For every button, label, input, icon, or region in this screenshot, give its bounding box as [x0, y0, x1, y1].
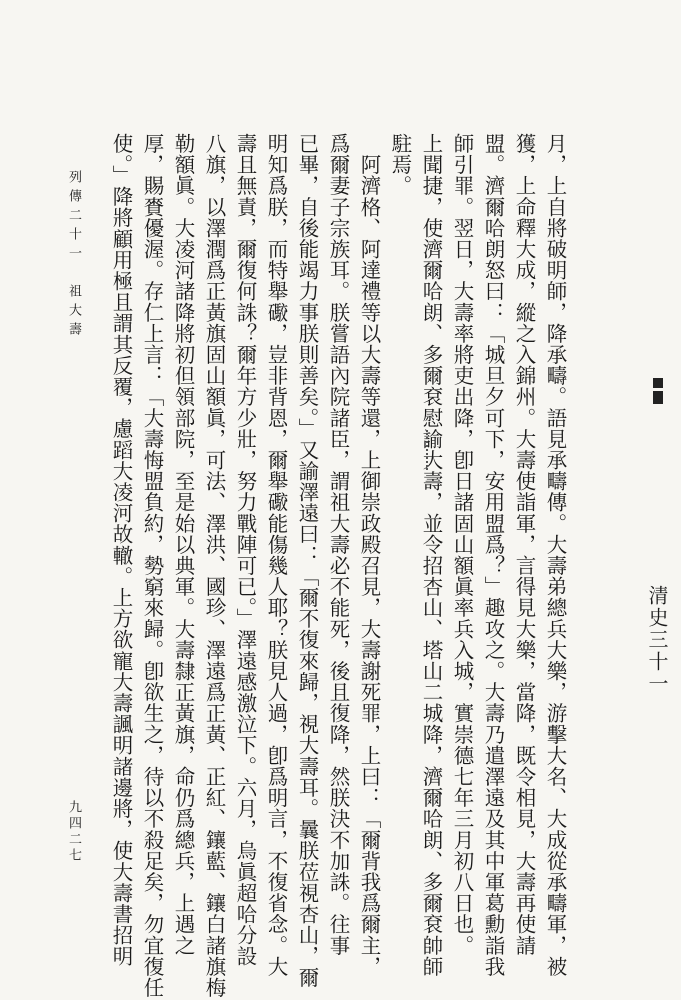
- text-column-12: 八旗，以澤潤爲正黃旗固山額眞，可法、澤洪、國珍、澤遠爲正黃、正紅、鑲藍、鑲白諸旗梅: [202, 133, 226, 999]
- text-column-6: 駐焉。: [388, 133, 412, 197]
- text-column-14: 厚，賜賚優渥。存仁上言：「大壽悔盟負約，勢窮來歸。卽欲生之，待以不殺足矣，勿宜復任: [140, 133, 164, 999]
- text-column-3: 盟。濟爾哈朗怒曰：「城旦夕可下，安用盟爲？」趣攻之。大壽乃遣澤遠及其中軍葛勳詣我: [481, 133, 505, 977]
- gutter-dots: [426, 430, 430, 470]
- text-column-4: 師引罪。翌日，大壽率將吏出降，卽日諸固山額眞率兵入城，實崇德七年三月初八日也。: [450, 133, 474, 956]
- running-title: 列傳二十一 祖大壽: [66, 170, 81, 341]
- text-column-10: 明知爲朕，而特舉礮，豈非背恩，爾舉礮能傷幾人耶？朕見人過，卽爲明言，不復省念。大: [264, 133, 288, 977]
- text-column-13: 勒額眞。大凌河諸降將初但領部院，至是始以典軍。大壽隸正黃旗，命仍爲總兵，上遇之: [171, 133, 195, 956]
- text-column-11: 壽且無責，爾復何誅？爾年方少壯，努力戰陣可已。」澤遠感激泣下。六月，烏眞超哈分設: [233, 133, 257, 967]
- margin-tab-mark: [653, 378, 663, 404]
- text-column-7: 阿濟格、阿達禮等以大壽等還，上御崇政殿召見，大壽謝死罪，上曰：「爾背我爲爾主，: [357, 133, 381, 977]
- text-column-5: 上聞捷，使濟爾哈朗、多爾袞慰諭大壽，並令招杏山、塔山二城降，濟爾哈朗、多爾袞帥師: [419, 133, 443, 977]
- text-column-8: 爲爾妻子宗族耳。朕嘗語內院諸臣，謂祖大壽必不能死，後且復降，然朕決不加誅。往事: [326, 133, 350, 956]
- text-column-15: 使。」降將顧用極且謂其反覆，慮蹈大凌河故轍。上方欲寵大壽諷明諸邊將，使大壽書招明: [109, 133, 133, 967]
- page-number: 九四二七: [66, 800, 81, 864]
- text-column-9: 已畢，自後能竭力事朕則善矣。」又諭澤遠曰：「爾不復來歸，視大壽耳。曩朕莅視杏山，爾: [295, 133, 319, 988]
- margin-label: 清史三十一: [645, 585, 669, 695]
- text-column-2: 獲，上命釋大成，縱之入錦州。大壽使詣軍，言得見大樂，當降，既令相見，大壽再使請: [512, 133, 536, 956]
- text-column-1: 月，上自將破明師，降承疇。語見承疇傳。大壽弟總兵大樂，游擊大名、大成從承疇軍，被: [543, 133, 567, 977]
